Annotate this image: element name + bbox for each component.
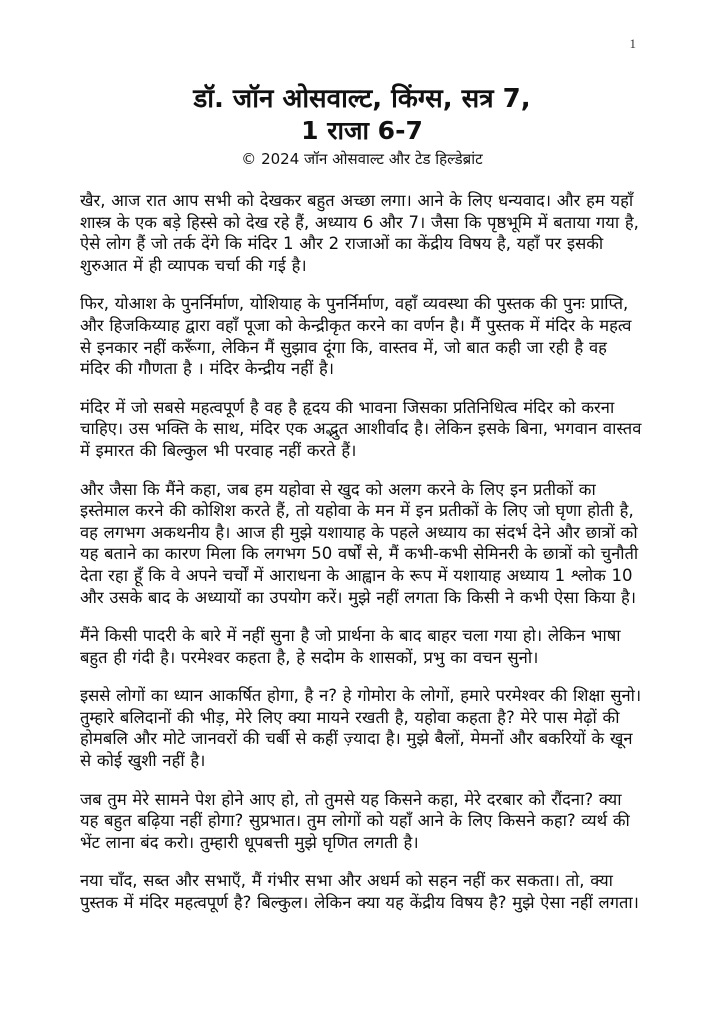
- paragraph: मैंने किसी पादरी के बारे में नहीं सुना है जो प्रार्थना के बाद बाहर चला गया हो। लेकिन भाषा बहुत ही गंदी है। परमेश्वर कहता है, हे सदोम के शासकों, प्रभु का वचन सुनो।: [80, 626, 621, 667]
- copyright-line: © 2024 जॉन ओसवाल्ट और टेड हिल्डेब्रांट: [241, 150, 483, 168]
- document-subtitle: 1 राजा 6-7: [301, 116, 423, 145]
- paragraph: खैर, आज रात आप सभी को देखकर बहुत अच्छा लगा। आने के लिए धन्यवाद। और हम यहाँ शास्त्र के एक बड़े हिस्से को देख रहे हैं, अध्याय 6 और 7। जैसा कि पृष्ठभूमि में बताया गया है, ऐसे लोग हैं जो तर्क देंगे कि मंदिर 1 और 2 राजाओं का केंद्रीय विषय है, यहाँ पर इसकी शुरुआत में ही व्यापक चर्चा की गई है।: [80, 191, 639, 275]
- document-header: [0, 82, 724, 170]
- paragraph: और जैसा कि मैंने कहा, जब हम यहोवा से खुद को अलग करने के लिए इन प्रतीकों का इस्तेमाल करने की कोशिश करते हैं, तो यहोवा के मन में इन प्रतीकों के लिए जो घृणा होती है, वह लगभग अकथनीय है। आज ही मुझे यशायाह के पहले अध्याय का संदर्भ देने और छात्रों को यह बताने का कारण मिला कि लगभग 50 वर्षों से, मैं कभी-कभी सेमिनरी के छात्रों को चुनौती देता रहा हूँ कि वे अपने चर्चों में आराधना के आह्वान के रूप में यशायाह अध्याय 1 श्लोक 10 और उसके बाद के अध्यायों का उपयोग करें। मुझे नहीं लगता कि किसी ने कभी ऐसा किया है।: [80, 479, 639, 607]
- page-number: 1: [629, 36, 636, 51]
- paragraph: जब तुम मेरे सामने पेश होने आए हो, तो तुमसे यह किसने कहा, मेरे दरबार को रौंदना? क्या यह बहुत बढ़िया नहीं होगा? सुप्रभात। तुम लोगों को यहाँ आने के लिए किसने कहा? व्यर्थ की भेंट लाना बंद करो। तुम्हारी धूपबत्ती मुझे घृणित लगती है।: [80, 789, 630, 852]
- document-title: डॉ. जॉन ओसवाल्ट, किंग्स, सत्र 7,: [193, 84, 531, 114]
- document-body: [80, 190, 642, 931]
- paragraph: फिर, योआश के पुनर्निर्माण, योशियाह के पुनर्निर्माण, वहाँ व्यवस्था की पुस्तक की पुनः प्राप्ति, और हिजकिय्याह द्वारा वहाँ पूजा को केन्द्रीकृत करने का वर्णन है। मैं पुस्तक में मंदिर के महत्व से इनकार नहीं करूँगा, लेकिन मैं सुझाव दूंगा कि, वास्तव में, जो बात कही जा रही है वह मंदिर की गौणता है । मंदिर केन्द्रीय नहीं है।: [80, 294, 632, 379]
- paragraph: इससे लोगों का ध्यान आकर्षित होगा, है न? हे गोमोरा के लोगों, हमारे परमेश्वर की शिक्षा सुनो। तुम्हारे बलिदानों की भीड़, मेरे लिए क्या मायने रखती है, यहोवा कहता है? मेरे पास मेढ़ों की होमबलि और मोटे जानवरों की चर्बी से कहीं ज़्यादा है। मुझे बैलों, मेमनों और बकरियों के खून से कोई खुशी नहीं है।: [80, 686, 642, 771]
- paragraph: मंदिर में जो सबसे महत्वपूर्ण है वह है हृदय की भावना जिसका प्रतिनिधित्व मंदिर को करना चाहिए। उस भक्ति के साथ, मंदिर एक अद्भुत आशीर्वाद है। लेकिन इसके बिना, भगवान वास्तव में इमारत की बिल्कुल भी परवाह नहीं करते हैं।: [80, 397, 642, 460]
- paragraph: नया चाँद, सब्त और सभाएँ, मैं गंभीर सभा और अधर्म को सहन नहीं कर सकता। तो, क्या पुस्तक में मंदिर महत्वपूर्ण है? बिल्कुल। लेकिन क्या यह केंद्रीय विषय है? मुझे ऐसा नहीं लगता।: [80, 871, 639, 913]
